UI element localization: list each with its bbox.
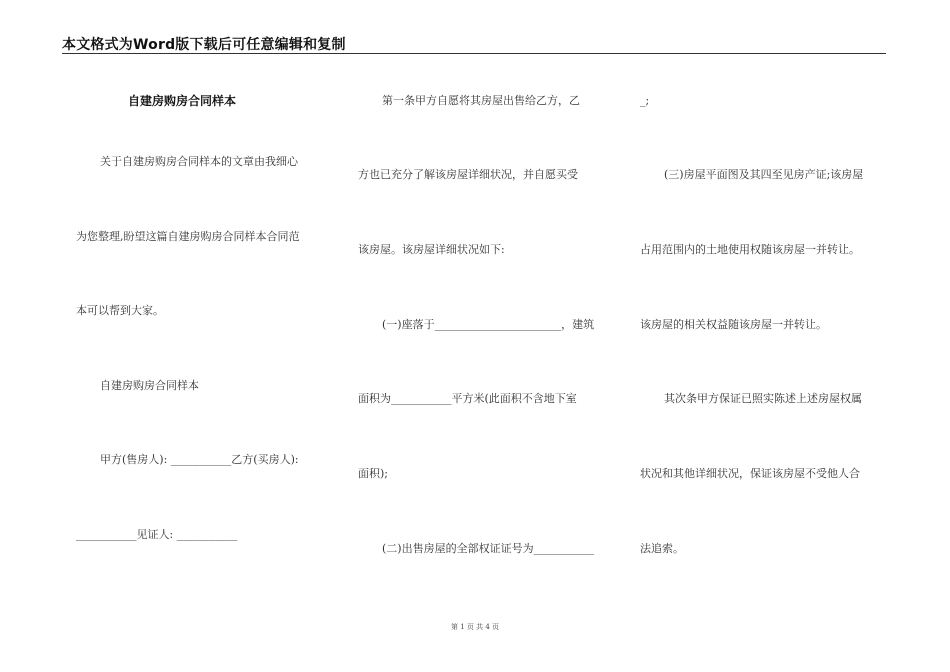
paragraph-line: (二)出售房屋的全部权证证号为___________ <box>382 542 595 555</box>
page-number-footer: 第 1 页 共 4 页 <box>450 623 500 631</box>
paragraph-line: 该房屋。该房屋详细状况如下: <box>358 243 505 256</box>
paragraph-line: (一)座落于_______________________，建筑 <box>382 318 595 331</box>
section-heading: 自建房购房合同样本 <box>100 379 199 392</box>
paragraph-line: 该房屋的相关权益随该房屋一并转让。 <box>640 318 827 331</box>
document-header-title: 本文格式为Word版下载后可任意编辑和复制 <box>62 37 346 53</box>
paragraph-line: 占用范围内的土地使用权随该房屋一并转让。 <box>640 243 860 256</box>
party-line: 甲方(售房人): ___________乙方(买房人): <box>100 453 299 466</box>
paragraph-line: _; <box>640 94 650 107</box>
paragraph-line: 法追索。 <box>640 542 684 555</box>
text-column-3 <box>626 0 888 600</box>
text-column-2 <box>344 0 606 600</box>
paragraph-line: 面积为___________平方米(此面积不含地下室 <box>358 392 577 405</box>
paragraph-line: 面积); <box>358 467 388 480</box>
paragraph-line: 关于自建房购房合同样本的文章由我细心 <box>100 155 298 168</box>
text-column-1 <box>62 0 324 600</box>
paragraph-line: (三)房屋平面图及其四至见房产证;该房屋 <box>664 168 864 181</box>
paragraph-line: 状况和其他详细状况，保证该房屋不受他人合 <box>640 467 860 480</box>
paragraph-line: 第一条甲方自愿将其房屋出售给乙方，乙 <box>382 94 580 107</box>
paragraph-line: 其次条甲方保证已照实陈述上述房屋权属 <box>664 392 862 405</box>
paragraph-line: 本可以帮到大家。 <box>76 304 164 317</box>
paragraph-line: 方也已充分了解该房屋详细状况，并自愿买受 <box>358 168 578 181</box>
paragraph-line: 为您整理,盼望这篇自建房购房合同样本合同范 <box>76 230 300 243</box>
witness-line: ___________见证人: ___________ <box>76 528 238 541</box>
document-title: 自建房购房合同样本 <box>128 94 237 108</box>
